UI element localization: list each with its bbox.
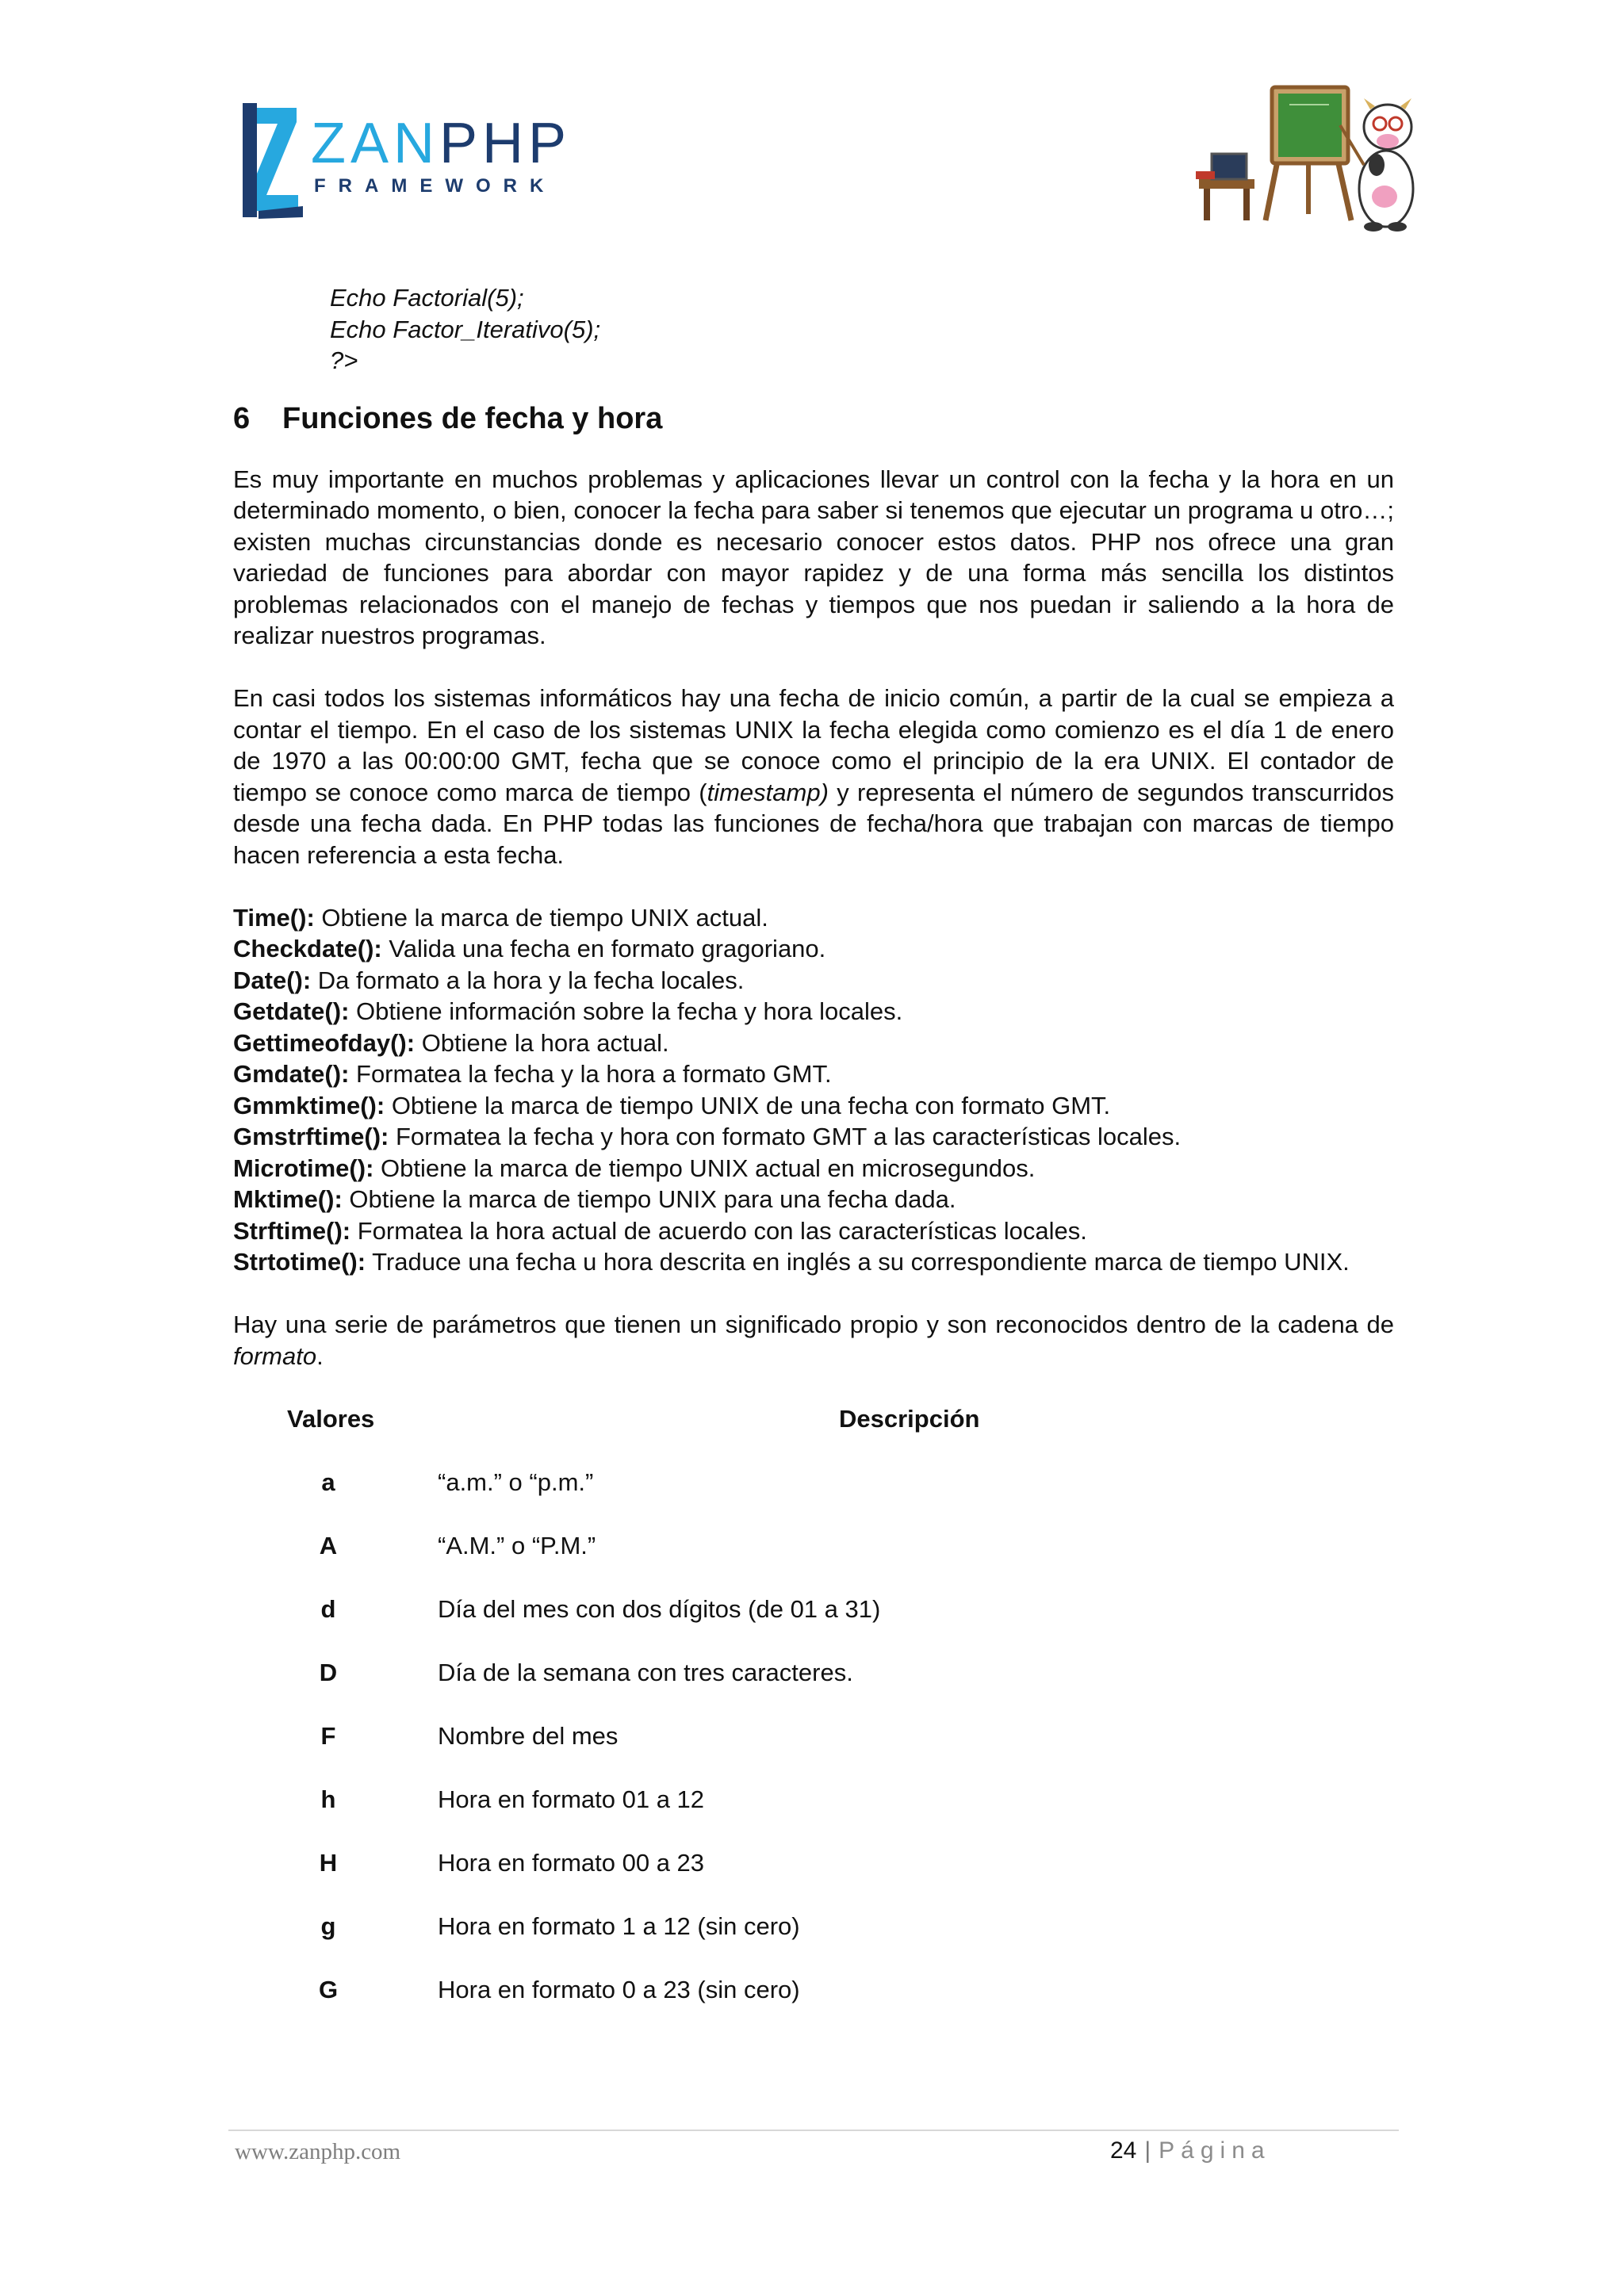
table-row: [233, 1784, 1394, 1847]
format-description: “A.M.” o “P.M.”: [438, 1532, 596, 1559]
format-value: F: [320, 1722, 336, 1750]
function-desc: Formatea la fecha y la hora a formato GMT.: [349, 1060, 832, 1088]
function-desc: Obtiene la hora actual.: [415, 1028, 669, 1057]
header-description: Descripción: [839, 1405, 980, 1433]
function-item: [233, 1090, 1394, 1122]
function-item: [233, 1058, 1394, 1090]
function-name: Microtime():: [233, 1154, 374, 1182]
function-item: [233, 933, 1394, 965]
function-desc: Valida una fecha en formato gragoriano.: [381, 935, 826, 962]
function-desc: Formatea la fecha y hora con formato GMT a las características locales.: [389, 1123, 1182, 1150]
footer-website-link[interactable]: www.zanphp.com: [235, 2139, 401, 2164]
logo-php: PHP: [439, 112, 572, 175]
format-value: a: [321, 1468, 335, 1496]
function-item: [233, 1027, 1394, 1059]
table-row: [233, 1720, 1394, 1784]
code-line: ?>: [330, 346, 358, 374]
function-item: [233, 996, 1394, 1027]
section-heading: [233, 400, 1394, 437]
table-row: [233, 1594, 1394, 1657]
function-desc: Obtiene la marca de tiempo UNIX para una fecha dada.: [342, 1185, 956, 1213]
function-desc: Obtiene información sobre la fecha y hora locales.: [349, 997, 903, 1025]
code-line: Echo Factorial(5);: [330, 284, 524, 312]
function-name: Strftime():: [233, 1216, 351, 1245]
function-desc: Traduce una fecha u hora descrita en inglés a su correspondiente marca de tiempo UNIX.: [366, 1248, 1350, 1276]
format-description: “a.m.” o “p.m.”: [438, 1468, 594, 1496]
z-logo-icon: [241, 101, 304, 220]
function-desc: Obtiene la marca de tiempo UNIX actual en microsegundos.: [373, 1154, 1036, 1182]
format-value: d: [320, 1595, 336, 1623]
table-row: [233, 1911, 1394, 1974]
paragraph-intro: Es muy importante en muchos problemas y aplicaciones llevar un control con la fecha y la hora en un determinado momento, o bien, conocer la fecha para saber si tenemos que ejecutar un programa u otro…; existen muchas circunstancias donde es necesario conocer estos datos. PHP nos ofrece una gran variedad de funciones para abordar con mayor rapidez y de una forma más sencilla los distintos problemas relacionados con el manejo de fechas y tiempos que nos puedan ir saliendo a la hora de realizar nuestros programas.: [233, 465, 1394, 649]
format-value: g: [320, 1912, 336, 1940]
format-value: G: [318, 1976, 339, 2003]
paragraph-text: .: [316, 1341, 324, 1370]
function-desc: Obtiene la marca de tiempo UNIX de una fecha con formato GMT.: [385, 1091, 1111, 1119]
paragraph-text: y representa el número de segundos transcurridos desde una fecha dada. En PHP todas las funciones de fecha/hora que trabajan con marcas de tiempo hacen referencia a esta fecha.: [233, 778, 1394, 869]
table-row: [233, 1974, 1394, 2038]
code-line: Echo Factor_Iterativo(5);: [330, 315, 601, 343]
zanphp-logo: [241, 101, 572, 220]
header-values: Valores: [287, 1405, 375, 1433]
function-item: [233, 902, 1394, 934]
function-item: [233, 1215, 1394, 1247]
format-value: h: [320, 1785, 336, 1813]
function-name: Strtotime():: [233, 1248, 366, 1276]
table-row: [233, 1657, 1394, 1720]
logo-wordmark: [311, 112, 572, 175]
paragraph-format: [233, 1309, 1394, 1372]
format-value: A: [319, 1532, 338, 1559]
function-item: [233, 965, 1394, 997]
paragraph-text: En casi todos los sistemas informáticos hay una fecha de inicio común, a partir de la cual se empieza a contar el tiempo. En el caso de los sistemas UNIX la fecha elegida como comienzo es el día 1 de enero de 1970 a las 00:00:00 GMT, fecha que se conoce como el principio de la era UNIX. El contador de tiempo se conoce como marca de tiempo (: [233, 684, 1394, 806]
function-name: Gmmktime():: [233, 1091, 385, 1119]
format-description: Día de la semana con tres caracteres.: [438, 1659, 853, 1686]
section-title: Funciones de fecha y hora: [282, 401, 663, 435]
function-list: [233, 902, 1394, 1278]
paragraph-unix-epoch: [233, 683, 1394, 871]
format-value: D: [319, 1659, 338, 1686]
function-name: Date():: [233, 966, 312, 994]
function-name: Gmdate():: [233, 1060, 350, 1088]
format-table: [233, 1403, 1394, 2038]
format-value: H: [319, 1849, 338, 1877]
main-content: [233, 282, 1394, 2038]
footer-page-number: [1110, 2137, 1271, 2164]
page-separator: |: [1144, 2137, 1151, 2164]
function-item: [233, 1153, 1394, 1184]
table-row: [233, 1847, 1394, 1911]
function-desc: Obtiene la marca de tiempo UNIX actual.: [314, 903, 768, 932]
table-row: [233, 1530, 1394, 1594]
function-desc: Da formato a la hora y la fecha locales.: [311, 966, 745, 994]
paragraph-text: Hay una serie de parámetros que tienen un significado propio y son reconocidos dentro de la cadena de: [233, 1311, 1394, 1338]
format-description: Hora en formato 01 a 12: [438, 1785, 705, 1813]
footer-divider: [228, 2130, 1399, 2131]
format-description: Hora en formato 1 a 12 (sin cero): [438, 1912, 800, 1940]
function-item: [233, 1121, 1394, 1153]
function-name: Time():: [233, 903, 315, 932]
mascot-illustration: [1189, 78, 1419, 236]
paragraph-italic: timestamp): [707, 778, 829, 806]
paragraph-italic: formato: [233, 1341, 317, 1370]
function-desc: Formatea la hora actual de acuerdo con las características locales.: [350, 1216, 1087, 1245]
function-name: Mktime():: [233, 1185, 343, 1213]
function-name: Gettimeofday():: [233, 1028, 416, 1057]
function-name: Getdate():: [233, 997, 350, 1025]
code-snippet: [330, 282, 1394, 377]
table-row: [233, 1467, 1394, 1530]
function-item: [233, 1184, 1394, 1215]
format-description: Día del mes con dos dígitos (de 01 a 31): [438, 1595, 881, 1623]
page-number: 24: [1110, 2137, 1137, 2164]
logo-zan: ZAN: [311, 112, 439, 175]
logo-framework: FRAMEWORK: [314, 175, 557, 197]
function-name: Checkdate():: [233, 935, 382, 962]
format-description: Hora en formato 0 a 23 (sin cero): [438, 1976, 800, 2003]
section-number: 6: [233, 401, 251, 435]
format-description: Hora en formato 00 a 23: [438, 1849, 705, 1877]
page-word: Página: [1159, 2137, 1271, 2164]
function-name: Gmstrftime():: [233, 1123, 389, 1150]
table-header: [233, 1403, 1394, 1435]
format-description: Nombre del mes: [438, 1722, 619, 1750]
function-item: [233, 1246, 1394, 1278]
